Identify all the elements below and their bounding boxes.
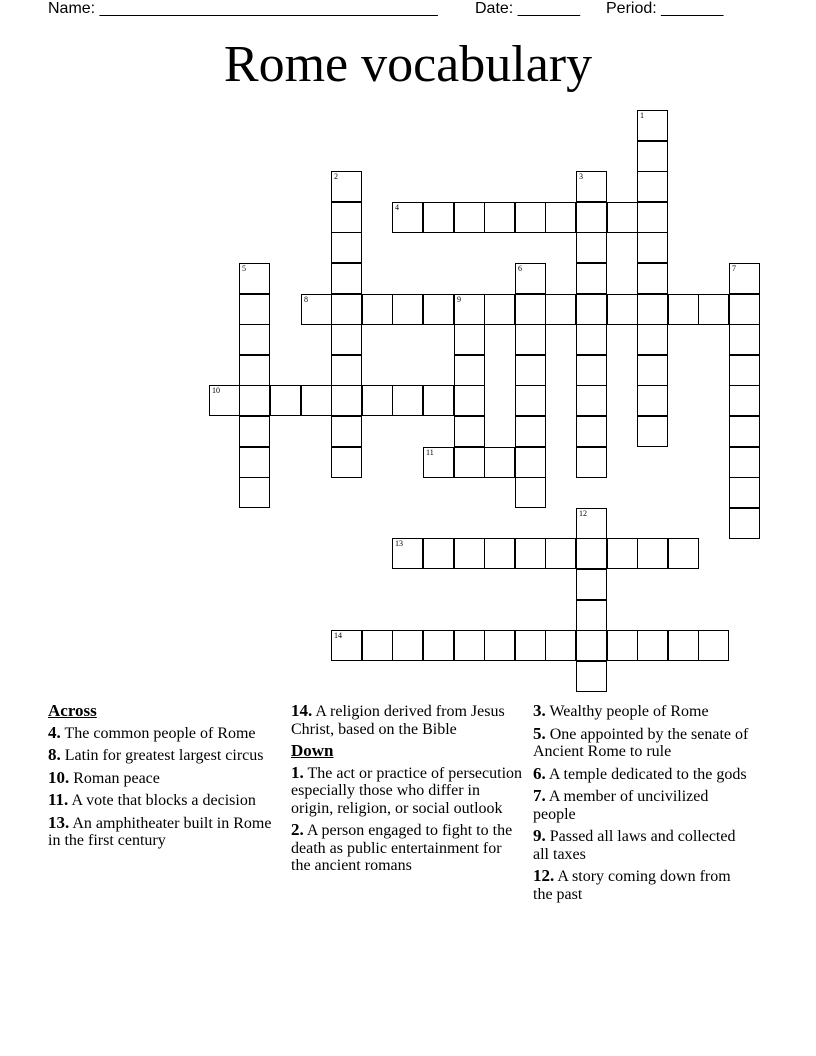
crossword-cell[interactable]: [331, 171, 362, 202]
crossword-cell[interactable]: [637, 324, 668, 355]
crossword-cell[interactable]: [515, 538, 546, 569]
down-clue: [533, 827, 753, 863]
crossword-cell[interactable]: [515, 294, 546, 325]
crossword-cell[interactable]: [576, 202, 607, 233]
crossword-cell[interactable]: [515, 630, 546, 661]
crossword-cell[interactable]: [637, 630, 668, 661]
across-clue: [48, 746, 276, 765]
crossword-cell[interactable]: [392, 538, 423, 569]
crossword-cell[interactable]: [454, 416, 485, 447]
crossword-cell[interactable]: [331, 202, 362, 233]
date-field-label: Date: _______: [475, 0, 580, 17]
crossword-cell[interactable]: [729, 324, 760, 355]
crossword-cell[interactable]: [607, 202, 638, 233]
down-clue: [291, 764, 525, 818]
crossword-cell[interactable]: [637, 538, 668, 569]
down-clue: [291, 821, 525, 875]
crossword-cell[interactable]: [484, 202, 515, 233]
crossword-cell[interactable]: [392, 630, 423, 661]
crossword-cell[interactable]: [239, 324, 270, 355]
crossword-cell[interactable]: [576, 385, 607, 416]
crossword-cell[interactable]: [515, 355, 546, 386]
clue-number: 9.: [533, 826, 546, 845]
crossword-cell[interactable]: [576, 232, 607, 263]
crossword-cell[interactable]: [576, 355, 607, 386]
crossword-cell[interactable]: [576, 508, 607, 539]
crossword-cell[interactable]: [239, 355, 270, 386]
crossword-cell[interactable]: [545, 202, 576, 233]
crossword-cell[interactable]: [423, 385, 454, 416]
crossword-cell[interactable]: [668, 538, 699, 569]
crossword-cell[interactable]: [576, 416, 607, 447]
cell-number: 7: [732, 264, 736, 273]
name-field-label: Name: ______________________________________: [48, 0, 438, 17]
crossword-cell[interactable]: [484, 447, 515, 478]
cell-number: 4: [395, 203, 399, 212]
cell-number: 3: [579, 172, 583, 181]
crossword-cell[interactable]: [423, 630, 454, 661]
crossword-cell[interactable]: [729, 416, 760, 447]
crossword-cell[interactable]: [331, 324, 362, 355]
crossword-cell[interactable]: [239, 447, 270, 478]
crossword-cell[interactable]: [454, 324, 485, 355]
crossword-cell[interactable]: [637, 141, 668, 172]
crossword-cell[interactable]: [729, 385, 760, 416]
crossword-cell[interactable]: [331, 630, 362, 661]
crossword-cell[interactable]: [637, 294, 668, 325]
crossword-cell[interactable]: [301, 385, 332, 416]
crossword-cell[interactable]: [392, 202, 423, 233]
across-clue: [48, 814, 276, 850]
crossword-cell[interactable]: [637, 171, 668, 202]
crossword-cell[interactable]: [392, 294, 423, 325]
crossword-cell[interactable]: [637, 263, 668, 294]
crossword-cell[interactable]: [270, 385, 301, 416]
cell-number: 14: [334, 631, 342, 640]
cell-number: 11: [426, 448, 434, 457]
clue-number: 5.: [533, 723, 546, 743]
crossword-cell[interactable]: [729, 477, 760, 508]
crossword-cell[interactable]: [607, 538, 638, 569]
crossword-cell[interactable]: [515, 263, 546, 294]
crossword-cell[interactable]: [484, 538, 515, 569]
clue-column-2: [291, 702, 525, 879]
clue-number: 13.: [48, 812, 70, 832]
crossword-cell[interactable]: [209, 385, 240, 416]
cell-number: 1: [640, 111, 644, 120]
crossword-cell[interactable]: [637, 202, 668, 233]
clue-text: The act or practice of persecution especially those who differ in origin, religion, or social outlook: [291, 764, 523, 817]
down-heading: Down: [291, 741, 334, 760]
crossword-cell[interactable]: [729, 294, 760, 325]
crossword-cell[interactable]: [515, 477, 546, 508]
down-clue: [533, 787, 753, 823]
crossword-cell[interactable]: [668, 630, 699, 661]
crossword-cell[interactable]: [576, 630, 607, 661]
down-clue: [533, 765, 753, 784]
crossword-cell[interactable]: [454, 538, 485, 569]
crossword-cell[interactable]: [423, 447, 454, 478]
clue-text: A person engaged to fight to the death as public entertainment for the ancient romans: [291, 822, 513, 874]
clue-number: 1.: [291, 762, 304, 782]
crossword-cell[interactable]: [454, 202, 485, 233]
crossword-cell[interactable]: [698, 294, 729, 325]
clue-text: Roman peace: [73, 769, 160, 787]
crossword-cell[interactable]: [301, 294, 332, 325]
across-heading: Across: [48, 701, 97, 720]
down-clue: [533, 867, 753, 903]
crossword-cell[interactable]: [331, 385, 362, 416]
clue-text: One appointed by the senate of Ancient Rome to rule: [533, 725, 749, 760]
clue-text: A story coming down from the past: [533, 868, 731, 903]
across-clue: [291, 702, 525, 738]
clue-column-1: [48, 702, 276, 854]
crossword-cell[interactable]: [576, 538, 607, 569]
crossword-cell[interactable]: [239, 385, 270, 416]
clue-text: A vote that blocks a decision: [71, 792, 256, 809]
crossword-cell[interactable]: [239, 477, 270, 508]
crossword-cell[interactable]: [729, 355, 760, 386]
across-clue: [48, 724, 276, 743]
clue-text: A member of uncivilized people: [533, 788, 709, 823]
crossword-cell[interactable]: [576, 600, 607, 631]
across-clue: [48, 769, 276, 788]
crossword-cell[interactable]: [454, 355, 485, 386]
crossword-cell[interactable]: [454, 385, 485, 416]
clue-number: 3.: [533, 701, 546, 720]
clue-text: A temple dedicated to the gods: [548, 765, 747, 783]
clue-text: Passed all laws and collected all taxes: [533, 828, 736, 863]
crossword-cell[interactable]: [607, 630, 638, 661]
crossword-cell[interactable]: [576, 569, 607, 600]
cell-number: 5: [242, 264, 246, 273]
crossword-cell[interactable]: [362, 630, 393, 661]
crossword-cell[interactable]: [637, 385, 668, 416]
period-field-label: Period: _______: [606, 0, 724, 17]
clue-number: 4.: [48, 722, 61, 742]
crossword-cell[interactable]: [729, 447, 760, 478]
crossword-cell[interactable]: [576, 171, 607, 202]
crossword-cell[interactable]: [331, 263, 362, 294]
down-clue: [533, 725, 753, 761]
clue-text: The common people of Rome: [64, 724, 256, 742]
crossword-cell[interactable]: [484, 294, 515, 325]
crossword-cell[interactable]: [637, 110, 668, 141]
crossword-cell[interactable]: [454, 294, 485, 325]
crossword-cell[interactable]: [362, 385, 393, 416]
crossword-cell[interactable]: [239, 294, 270, 325]
crossword-cell[interactable]: [331, 416, 362, 447]
page-title: Rome vocabulary: [223, 36, 593, 93]
crossword-cell[interactable]: [362, 294, 393, 325]
crossword-cell[interactable]: [545, 630, 576, 661]
crossword-cell[interactable]: [576, 263, 607, 294]
crossword-cell[interactable]: [454, 630, 485, 661]
crossword-cell[interactable]: [576, 294, 607, 325]
clue-number: 7.: [533, 786, 546, 805]
crossword-cell[interactable]: [576, 324, 607, 355]
cell-number: 2: [334, 172, 338, 181]
cell-number: 8: [304, 295, 308, 304]
crossword-cell[interactable]: [545, 294, 576, 325]
clue-text: An amphitheater built in Rome in the first century: [48, 814, 272, 849]
clue-number: 6.: [533, 763, 546, 783]
cell-number: 9: [457, 295, 461, 304]
crossword-cell[interactable]: [484, 630, 515, 661]
crossword-cell[interactable]: [239, 416, 270, 447]
cell-number: 13: [395, 539, 403, 548]
clue-number: 12.: [533, 866, 555, 885]
crossword-cell[interactable]: [454, 447, 485, 478]
cell-number: 12: [579, 509, 587, 518]
crossword-cell[interactable]: [331, 294, 362, 325]
crossword-cell[interactable]: [331, 355, 362, 386]
crossword-cell[interactable]: [423, 538, 454, 569]
crossword-cell[interactable]: [331, 447, 362, 478]
crossword-cell[interactable]: [607, 294, 638, 325]
clue-number: 11.: [48, 790, 69, 809]
crossword-cell[interactable]: [576, 447, 607, 478]
crossword-cell[interactable]: [637, 355, 668, 386]
clue-text: A religion derived from Jesus Christ, based on the Bible: [291, 703, 505, 738]
crossword-cell[interactable]: [515, 324, 546, 355]
crossword-cell[interactable]: [515, 385, 546, 416]
clue-column-3: [533, 702, 753, 907]
crossword-cell[interactable]: [392, 385, 423, 416]
crossword-cell[interactable]: [239, 263, 270, 294]
clue-text: Wealthy people of Rome: [549, 703, 709, 720]
crossword-cell[interactable]: [729, 263, 760, 294]
down-clue: [533, 702, 753, 721]
crossword-cell[interactable]: [576, 661, 607, 692]
cell-number: 6: [518, 264, 522, 273]
clue-number: 10.: [48, 767, 70, 787]
crossword-cell[interactable]: [515, 416, 546, 447]
across-clue: [48, 791, 276, 810]
crossword-cell[interactable]: [637, 232, 668, 263]
crossword-cell[interactable]: [668, 294, 699, 325]
clue-text: Latin for greatest largest circus: [64, 747, 264, 764]
crossword-cell[interactable]: [423, 202, 454, 233]
clue-number: 2.: [291, 820, 304, 839]
crossword-cell[interactable]: [545, 538, 576, 569]
clue-number: 8.: [48, 745, 61, 764]
crossword-cell[interactable]: [698, 630, 729, 661]
crossword-cell[interactable]: [515, 202, 546, 233]
crossword-cell[interactable]: [423, 294, 454, 325]
crossword-cell[interactable]: [515, 447, 546, 478]
crossword-cell[interactable]: [637, 416, 668, 447]
clue-number: 14.: [291, 701, 313, 720]
crossword-cell[interactable]: [729, 508, 760, 539]
crossword-cell[interactable]: [331, 232, 362, 263]
cell-number: 10: [212, 386, 220, 395]
